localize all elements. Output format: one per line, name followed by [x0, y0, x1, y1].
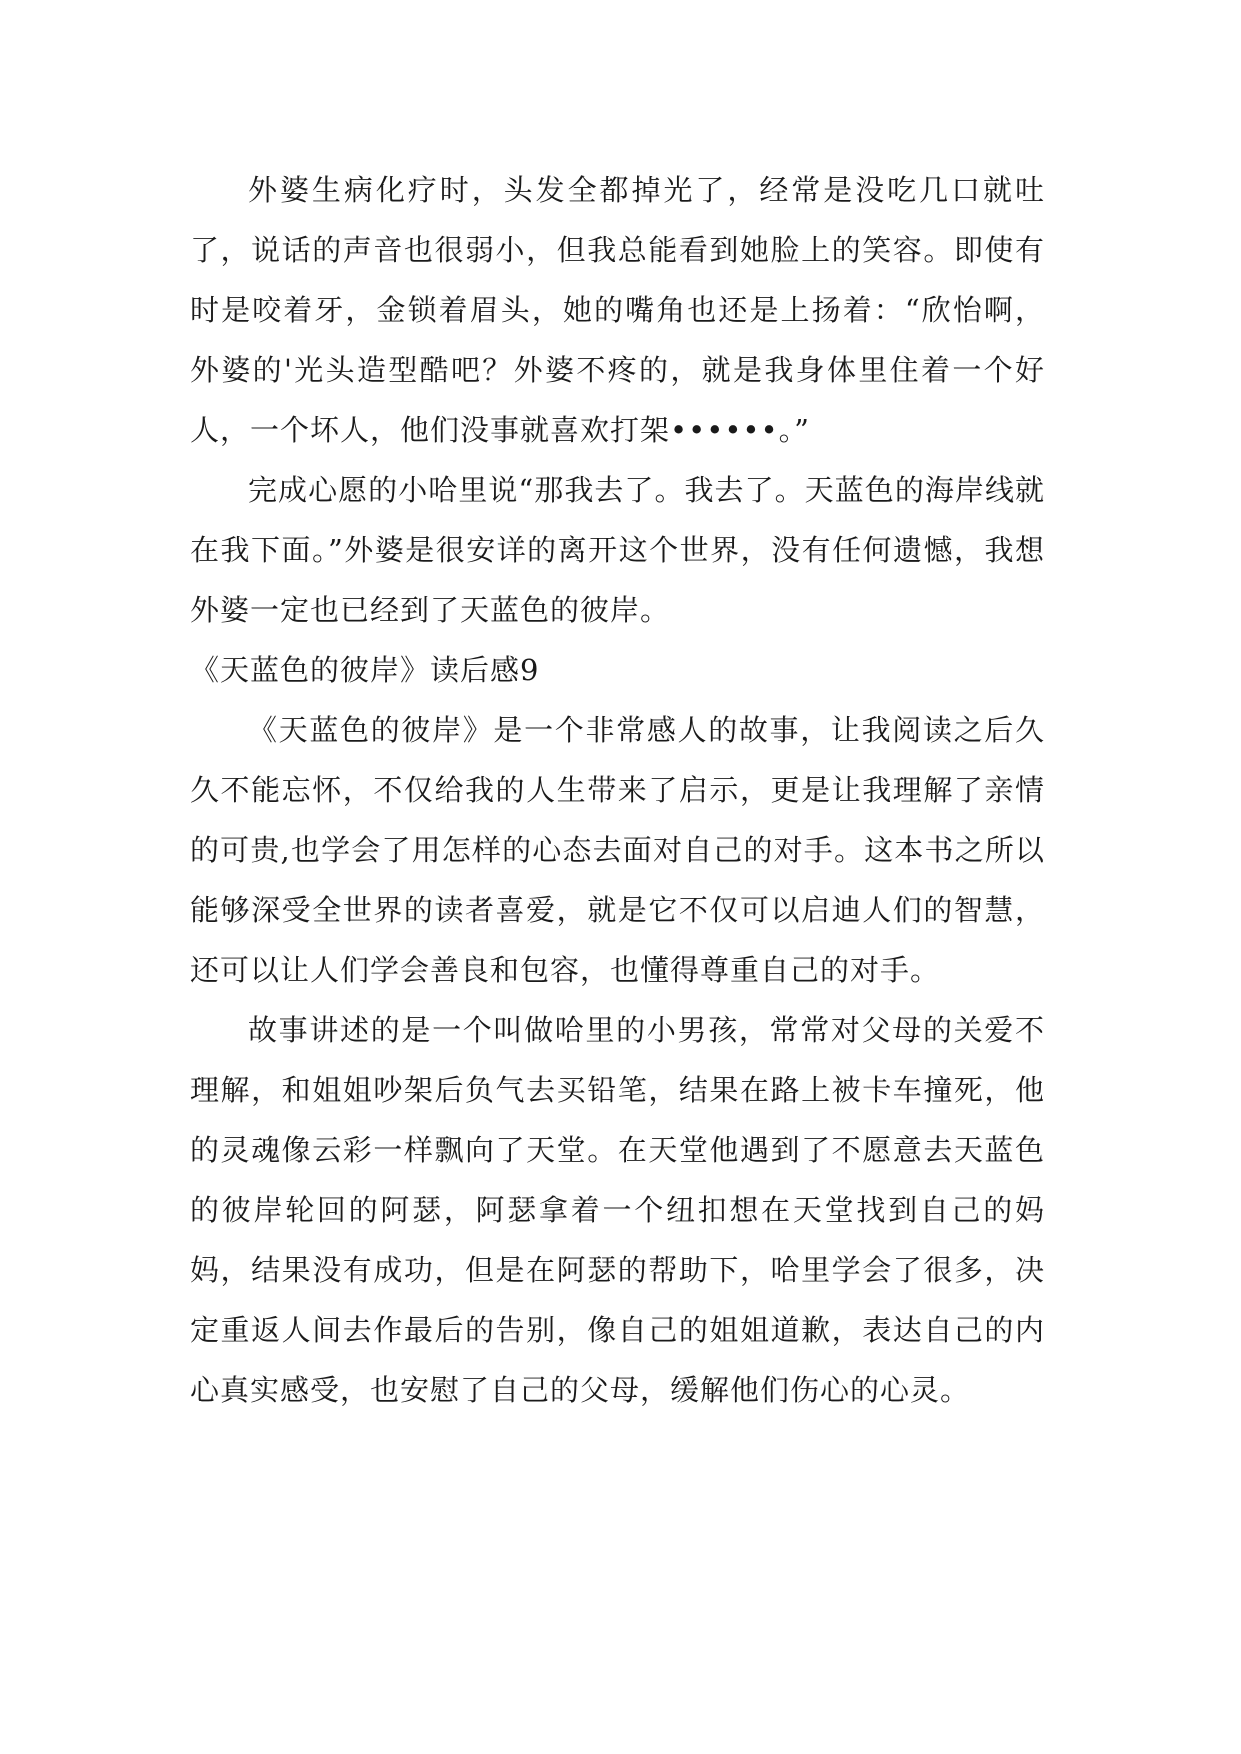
- paragraph-grandma-departure: 完成心愿的小哈里说“那我去了。我去了。天蓝色的海岸线就在我下面。”外婆是很安详的离开这个世界，没有任何遗憾，我想外婆一定也已经到了天蓝色的彼岸。: [190, 473, 1045, 627]
- paragraph-book-intro: 《天蓝色的彼岸》是一个非常感人的故事，让我阅读之后久久不能忘怀，不仅给我的人生带来了启示，更是让我理解了亲情的可贵,也学会了用怎样的心态去面对自己的对手。这本书之所以能够深受全世界的读者喜爱，就是它不仅可以启迪人们的智慧，还可以让人们学会善良和包容，也懂得尊重自己的对手。: [190, 713, 1045, 987]
- section-heading: 《天蓝色的彼岸》读后感9: [190, 653, 540, 687]
- paragraph-story-summary: 故事讲述的是一个叫做哈里的小男孩，常常对父母的关爱不理解，和姐姐吵架后负气去买铅笔，结果在路上被卡车撞死，他的灵魂像云彩一样飘向了天堂。在天堂他遇到了不愿意去天蓝色的彼岸轮回的阿瑟，阿瑟拿着一个纽扣想在天堂找到自己的妈妈，结果没有成功，但是在阿瑟的帮助下，哈里学会了很多，决定重返人间去作最后的告别，像自己的姐姐道歉，表达自己的内心真实感受，也安慰了自己的父母，缓解他们伤心的心灵。: [190, 1013, 1045, 1407]
- document-body: [190, 160, 1045, 1420]
- paragraph-grandma-illness: 外婆生病化疗时，头发全都掉光了，经常是没吃几口就吐了，说话的声音也很弱小，但我总能看到她脸上的笑容。即使有时是咬着牙，金锁着眉头，她的嘴角也还是上扬着：“欣怡啊，外婆的'光头造型酷吧？外婆不疼的，就是我身体里住着一个好人，一个坏人，他们没事就喜欢打架••••••。”: [190, 173, 1045, 447]
